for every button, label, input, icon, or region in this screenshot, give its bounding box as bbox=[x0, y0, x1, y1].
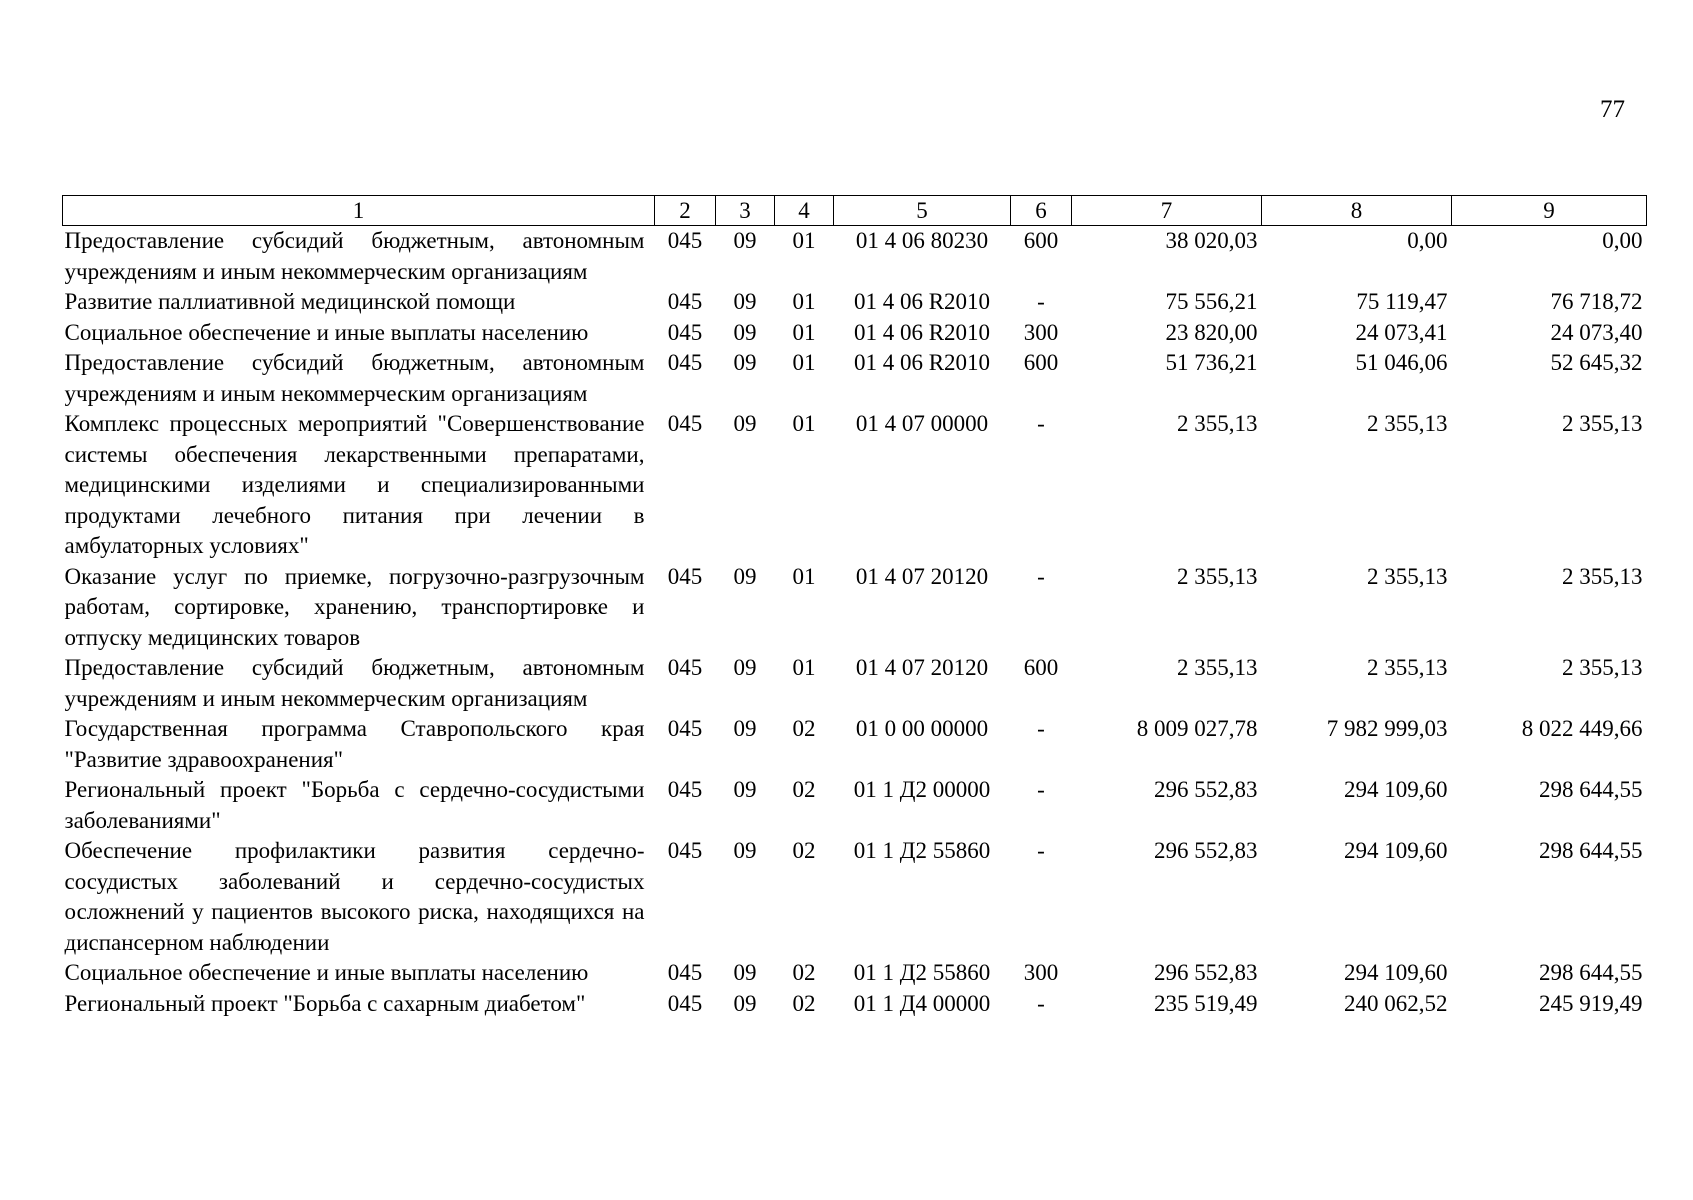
amount-col-8: 0,00 bbox=[1407, 228, 1448, 253]
subsection-code: 01 bbox=[792, 350, 816, 375]
section-code: 09 bbox=[733, 655, 757, 680]
expense-type-code: - bbox=[1037, 777, 1045, 802]
amount-col-9: 76 718,72 bbox=[1550, 289, 1643, 314]
row-name: Предоставление субсидий бюджетным, автономным учреждениям и иным некоммерческим организациям bbox=[64, 655, 645, 711]
section-code: 09 bbox=[733, 289, 757, 314]
amount-col-9: 2 355,13 bbox=[1562, 655, 1643, 680]
row-name: Социальное обеспечение и иные выплаты населению bbox=[64, 319, 589, 345]
grbs-code: 045 bbox=[667, 777, 703, 802]
expense-type-code: 600 bbox=[1023, 350, 1059, 375]
target-article-code: 01 1 Д2 55860 bbox=[853, 838, 991, 863]
table-row bbox=[63, 226, 1647, 288]
table-row bbox=[63, 318, 1647, 349]
row-name: Предоставление субсидий бюджетным, автономным учреждениям и иным некоммерческим организациям bbox=[64, 350, 645, 406]
grbs-code: 045 bbox=[667, 319, 703, 345]
section-code: 09 bbox=[733, 777, 757, 802]
table-row bbox=[63, 562, 1647, 654]
amount-col-8: 294 109,60 bbox=[1344, 777, 1448, 802]
expense-type-code: 300 bbox=[1023, 960, 1059, 985]
subsection-code: 02 bbox=[792, 990, 816, 1016]
subsection-code: 01 bbox=[792, 655, 816, 680]
amount-col-8: 294 109,60 bbox=[1344, 960, 1448, 985]
expense-type-code: 300 bbox=[1023, 319, 1059, 345]
subsection-code: 01 bbox=[792, 228, 816, 253]
section-code: 09 bbox=[733, 563, 757, 589]
row-name: Обеспечение профилактики развития сердечно-сосудистых заболеваний и сердечно-сосудистых осложнений у пациентов высокого риска, находящихся на диспансерном наблюдении bbox=[64, 838, 645, 955]
section-code: 09 bbox=[733, 990, 757, 1016]
amount-col-8: 51 046,06 bbox=[1355, 350, 1448, 375]
amount-col-9: 298 644,55 bbox=[1539, 838, 1643, 863]
grbs-code: 045 bbox=[667, 838, 703, 863]
column-header-5: 5 bbox=[834, 196, 1011, 226]
amount-col-9: 8 022 449,66 bbox=[1521, 716, 1643, 741]
amount-col-7: 38 020,03 bbox=[1165, 228, 1258, 253]
amount-col-7: 51 736,21 bbox=[1165, 350, 1258, 375]
subsection-code: 01 bbox=[792, 319, 816, 345]
column-header-6: 6 bbox=[1011, 196, 1072, 226]
amount-col-7: 296 552,83 bbox=[1154, 960, 1258, 985]
target-article-code: 01 4 06 R2010 bbox=[853, 350, 991, 375]
amount-col-8: 7 982 999,03 bbox=[1326, 716, 1448, 741]
section-code: 09 bbox=[733, 960, 757, 985]
subsection-code: 02 bbox=[792, 838, 816, 863]
subsection-code: 02 bbox=[792, 777, 816, 802]
table-row bbox=[63, 714, 1647, 775]
row-name: Оказание услуг по приемке, погрузочно-разгрузочным работам, сортировке, хранению, транспортировке и отпуску медицинских товаров bbox=[64, 563, 645, 650]
grbs-code: 045 bbox=[667, 289, 703, 314]
target-article-code: 01 0 00 00000 bbox=[855, 716, 989, 741]
header-row bbox=[63, 196, 1647, 226]
amount-col-7: 296 552,83 bbox=[1154, 838, 1258, 863]
table-row bbox=[63, 409, 1647, 562]
target-article-code: 01 1 Д4 00000 bbox=[853, 990, 991, 1016]
target-article-code: 01 4 06 R2010 bbox=[853, 289, 991, 314]
amount-col-8: 75 119,47 bbox=[1356, 289, 1448, 314]
amount-col-7: 8 009 027,78 bbox=[1136, 716, 1258, 741]
expense-type-code: - bbox=[1037, 411, 1045, 436]
amount-col-7: 23 820,00 bbox=[1165, 319, 1258, 345]
amount-col-7: 75 556,21 bbox=[1165, 289, 1258, 314]
expense-type-code: - bbox=[1037, 716, 1045, 741]
table-row bbox=[63, 287, 1647, 318]
column-header-2: 2 bbox=[655, 196, 716, 226]
amount-col-9: 2 355,13 bbox=[1562, 411, 1643, 436]
subsection-code: 01 bbox=[792, 411, 816, 436]
column-header-4: 4 bbox=[775, 196, 834, 226]
table-row bbox=[63, 775, 1647, 836]
grbs-code: 045 bbox=[667, 228, 703, 253]
target-article-code: 01 4 06 80230 bbox=[855, 228, 989, 253]
column-header-7: 7 bbox=[1072, 196, 1262, 226]
amount-col-9: 245 919,49 bbox=[1539, 990, 1643, 1016]
section-code: 09 bbox=[733, 350, 757, 375]
target-article-code: 01 4 07 20120 bbox=[855, 655, 989, 680]
grbs-code: 045 bbox=[667, 655, 703, 680]
grbs-code: 045 bbox=[667, 960, 703, 985]
expense-type-code: - bbox=[1037, 563, 1045, 589]
table-row bbox=[63, 348, 1647, 409]
table-row bbox=[63, 836, 1647, 958]
amount-col-7: 2 355,13 bbox=[1177, 411, 1258, 436]
column-header-8: 8 bbox=[1262, 196, 1452, 226]
row-name: Региональный проект "Борьба с сахарным диабетом" bbox=[64, 990, 586, 1016]
target-article-code: 01 4 06 R2010 bbox=[853, 319, 991, 345]
amount-col-7: 235 519,49 bbox=[1154, 990, 1258, 1016]
amount-col-9: 298 644,55 bbox=[1539, 960, 1643, 985]
amount-col-9: 298 644,55 bbox=[1539, 777, 1643, 802]
page-number: 77 bbox=[1600, 96, 1625, 123]
amount-col-9: 0,00 bbox=[1602, 228, 1643, 253]
section-code: 09 bbox=[733, 319, 757, 345]
table-row bbox=[63, 958, 1647, 989]
target-article-code: 01 4 07 00000 bbox=[855, 411, 989, 436]
column-header-1: 1 bbox=[63, 196, 655, 226]
section-code: 09 bbox=[733, 716, 757, 741]
row-name: Комплекс процессных мероприятий "Совершенствование системы обеспечения лекарственными препаратами, медицинскими изделиями и специализированными продуктами лечебного питания при лечении в амбулаторных условиях" bbox=[64, 411, 645, 558]
section-code: 09 bbox=[733, 838, 757, 863]
amount-col-7: 2 355,13 bbox=[1177, 563, 1258, 589]
grbs-code: 045 bbox=[667, 716, 703, 741]
row-name: Социальное обеспечение и иные выплаты населению bbox=[64, 960, 589, 985]
subsection-code: 02 bbox=[792, 716, 816, 741]
row-name: Региональный проект "Борьба с сердечно-сосудистыми заболеваниями" bbox=[64, 777, 645, 833]
column-header-3: 3 bbox=[716, 196, 775, 226]
row-name: Развитие паллиативной медицинской помощи bbox=[64, 289, 516, 314]
expense-type-code: 600 bbox=[1023, 228, 1059, 253]
subsection-code: 01 bbox=[792, 563, 816, 589]
amount-col-8: 240 062,52 bbox=[1344, 990, 1448, 1016]
amount-col-8: 294 109,60 bbox=[1344, 838, 1448, 863]
column-header-9: 9 bbox=[1452, 196, 1647, 226]
section-code: 09 bbox=[733, 411, 757, 436]
row-name: Предоставление субсидий бюджетным, автономным учреждениям и иным некоммерческим организациям bbox=[64, 228, 645, 284]
section-code: 09 bbox=[733, 228, 757, 253]
expense-type-code: 600 bbox=[1023, 655, 1059, 680]
amount-col-9: 24 073,40 bbox=[1550, 319, 1643, 345]
expense-type-code: - bbox=[1037, 289, 1045, 314]
budget-table bbox=[62, 195, 1647, 1019]
amount-col-8: 2 355,13 bbox=[1367, 655, 1448, 680]
target-article-code: 01 4 07 20120 bbox=[855, 563, 989, 589]
table-row bbox=[63, 989, 1647, 1020]
grbs-code: 045 bbox=[667, 563, 703, 589]
expense-type-code: - bbox=[1037, 990, 1045, 1016]
amount-col-7: 296 552,83 bbox=[1154, 777, 1258, 802]
target-article-code: 01 1 Д2 00000 bbox=[853, 777, 991, 802]
amount-col-9: 52 645,32 bbox=[1550, 350, 1643, 375]
grbs-code: 045 bbox=[667, 350, 703, 375]
subsection-code: 01 bbox=[792, 289, 816, 314]
expense-type-code: - bbox=[1037, 838, 1045, 863]
amount-col-8: 2 355,13 bbox=[1367, 411, 1448, 436]
amount-col-7: 2 355,13 bbox=[1177, 655, 1258, 680]
amount-col-8: 2 355,13 bbox=[1367, 563, 1448, 589]
grbs-code: 045 bbox=[667, 990, 703, 1016]
subsection-code: 02 bbox=[792, 960, 816, 985]
amount-col-8: 24 073,41 bbox=[1355, 319, 1448, 345]
table-row bbox=[63, 653, 1647, 714]
row-name: Государственная программа Ставропольского края "Развитие здравоохранения" bbox=[64, 716, 645, 772]
target-article-code: 01 1 Д2 55860 bbox=[853, 960, 991, 985]
grbs-code: 045 bbox=[667, 411, 703, 436]
amount-col-9: 2 355,13 bbox=[1562, 563, 1643, 589]
